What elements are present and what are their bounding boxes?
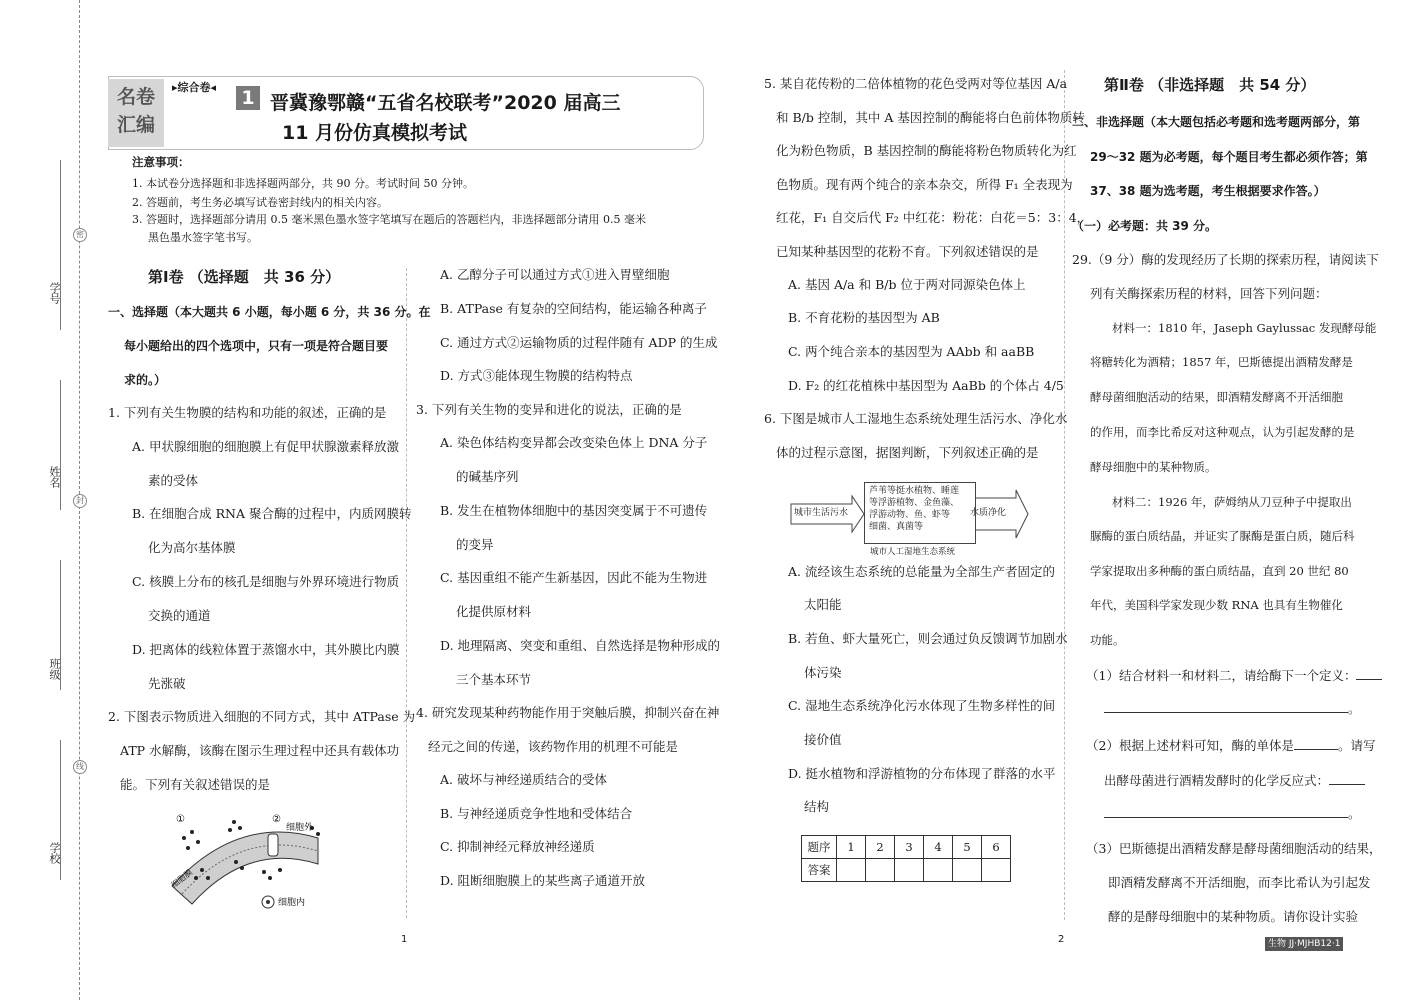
class-label: 班级 — [48, 658, 61, 680]
q5-stem-1: 5. 某自花传粉的二倍体植物的花色受两对等位基因 A/a — [764, 76, 1068, 91]
answer-table-num: 4 — [924, 836, 953, 859]
q29-sub1-line — [1104, 703, 1361, 716]
q6-option-d-cont: 结构 — [804, 799, 830, 814]
q3-option-b-cont: 的变异 — [456, 537, 494, 552]
q29-sub3-1: （3）巴斯德提出酒精发酵是酵母菌细胞活动的结果， — [1086, 841, 1382, 856]
q29-sub2-text-b: 。请写 — [1337, 738, 1376, 753]
q29-sub2-text-c: 出酵母菌进行酒精发酵时的化学反应式： — [1104, 773, 1330, 788]
q29-material1-1: 材料一：1810 年，Jaseph Gaylussac 发现酵母能 — [1112, 321, 1377, 335]
huibian-text: 汇编 — [116, 114, 155, 136]
q29-sub2-text-a: （2）根据上述材料可知，酶的单体是 — [1086, 738, 1294, 753]
q29-material1-3: 酵母菌细胞活动的结果，即酒精发酵离不开活细胞 — [1090, 390, 1343, 404]
q29-material1-2: 将糖转化为酒精；1857 年，巴斯德提出酒精发酵是 — [1090, 355, 1353, 369]
answer-table-header-row — [802, 836, 1011, 859]
q29-material2-3: 学家提取出多种酶的蛋白质结晶，直到 20 世纪 80 — [1090, 564, 1349, 578]
q29-material1-5: 酵母细胞中的某种物质。 — [1090, 460, 1217, 474]
q29-sub2-line — [1104, 808, 1361, 821]
q4-option-a: A. 破坏与神经递质结合的受体 — [440, 772, 607, 787]
part2-intro-1: 二、非选择题（本大题包括必考题和选考题两部分，第 — [1072, 115, 1361, 129]
part2-intro-2: 29～32 题为必考题，每个题目考生都必须作答；第 — [1090, 150, 1368, 164]
diagram-organisms-box — [864, 482, 976, 544]
seal-mark-mi: 密 — [73, 228, 87, 242]
q5-option-d: D. F₂ 的红花植株中基因型为 AaBb 的个体占 4/5 — [788, 378, 1064, 393]
part1-intro-2: 每小题给出的四个选项中，只有一项是符合题目要 — [124, 339, 389, 353]
q1-option-b: B. 在细胞合成 RNA 聚合酶的过程中，内质网膜转 — [132, 506, 412, 521]
q29-material1-4: 的作用，而李比希反对这种观点，认为引起发酵的是 — [1090, 425, 1355, 439]
q5-stem-2: 和 B/b 控制，其中 A 基因控制的酶能将白色前体物质转 — [776, 110, 1085, 125]
q1-option-b-cont: 化为高尔基体膜 — [148, 540, 236, 555]
fig-label-membrane: 细胞膜 — [169, 867, 195, 890]
q5-stem-5: 红花，F₁ 自交后代 F₂ 中红花：粉花：白花＝5：3：4， — [776, 210, 1090, 225]
q29-material2-1: 材料二：1926 年，萨姆纳从刀豆种子中提取出 — [1112, 495, 1352, 509]
q6-option-a-cont: 太阳能 — [804, 597, 842, 612]
paper-title-line2: 11 月份仿真模拟考试 — [282, 122, 468, 144]
q6-option-b-cont: 体污染 — [804, 665, 842, 680]
answer-table-row2-label: 答案 — [802, 859, 837, 882]
q3-option-d: D. 地理隔离、突变和重组、自然选择是物种形成的 — [440, 638, 721, 653]
footer-code: 生物 JJ·MJHB12·1 — [1265, 937, 1343, 951]
q6-option-a: A. 流经该生态系统的总能量为全部生产者固定的 — [788, 564, 1055, 579]
q4-option-b: B. 与神经递质竞争性地和受体结合 — [440, 806, 633, 821]
diagram-line-3: 浮游动物、鱼、虾等 — [869, 510, 951, 520]
diagram-input: 城市生活污水 — [794, 508, 849, 518]
q4-stem-2: 经元之间的传递，该药物作用的机理不可能是 — [428, 739, 679, 754]
name-line — [60, 380, 61, 510]
q5-option-a: A. 基因 A/a 和 B/b 位于两对同源染色体上 — [788, 277, 1026, 292]
q6-option-c: C. 湿地生态系统净化污水体现了生物多样性的间 — [788, 698, 1056, 713]
q3-option-b: B. 发生在植物体细胞中的基因突变属于不可遗传 — [440, 503, 708, 518]
part2-intro-3: 37、38 题为选考题，考生根据要求作答。） — [1090, 184, 1326, 198]
q29-sub1-blank-b[interactable] — [1104, 712, 1348, 713]
q3-option-c: C. 基因重组不能产生新基因，因此不能为生物进 — [440, 570, 708, 585]
q29-sub2-period: 。 — [1348, 806, 1361, 821]
q29-sub1-period: 。 — [1348, 701, 1361, 716]
q1-option-a: A. 甲状腺细胞的细胞膜上有促甲状腺激素释放激 — [132, 439, 399, 454]
mingjuan-badge — [108, 79, 164, 147]
q29-sub2-cont — [1104, 775, 1365, 788]
name-label: 姓名 — [48, 466, 61, 488]
answer-cell-6[interactable] — [982, 859, 1011, 882]
q29-material2-4: 年代，美国科学家发现少数 RNA 也具有生物催化 — [1090, 598, 1343, 612]
q4-option-d: D. 阻断细胞膜上的某些离子通道开放 — [440, 873, 646, 888]
page-number-2: 2 — [1058, 934, 1065, 945]
q2-membrane-figure — [168, 808, 338, 912]
q29-material2-5: 功能。 — [1090, 633, 1125, 647]
q5-stem-4: 色物质。现有两个纯合的亲本杂交，所得 F₁ 全表现为 — [776, 177, 1073, 192]
q1-option-c: C. 核膜上分布的核孔是细胞与外界环境进行物质 — [132, 574, 400, 589]
answer-cell-3[interactable] — [895, 859, 924, 882]
part1-intro-3: 求的。） — [124, 373, 167, 387]
fig-label-inside: 细胞内 — [278, 898, 306, 908]
q29-sub2 — [1086, 740, 1375, 753]
q29-material2-2: 脲酶的蛋白质结晶，并证实了脲酶是蛋白质，随后科 — [1090, 529, 1355, 543]
q2-stem-1: 2. 下图表示物质进入细胞的不同方式，其中 ATPase 为 — [108, 709, 416, 724]
q2-stem-3: 能。下列有关叙述错误的是 — [120, 777, 271, 792]
q2-option-c: C. 通过方式②运输物质的过程伴随有 ADP 的生成 — [440, 335, 718, 350]
q29-sub2-blank-c[interactable] — [1104, 817, 1348, 818]
part2-subheading: （一）必考题：共 39 分。 — [1072, 219, 1218, 233]
q5-option-b: B. 不育花粉的基因型为 AB — [788, 310, 940, 325]
zonghe-tag: ▸综合卷◂ — [172, 81, 217, 94]
q3-option-a: A. 染色体结构变异都会改变染色体上 DNA 分子 — [440, 435, 708, 450]
answer-cell-2[interactable] — [866, 859, 895, 882]
mingjuan-text: 名卷 — [116, 86, 155, 108]
answer-table-num: 5 — [953, 836, 982, 859]
answer-cell-5[interactable] — [953, 859, 982, 882]
paper-title-line1: 晋冀豫鄂赣“五省名校联考”2020 届高三 — [270, 92, 621, 114]
notice-item-4: 黑色墨水签字笔书写。 — [148, 231, 258, 244]
diagram-line-1: 芦苇等挺水植物、睡莲 — [869, 486, 960, 496]
answer-table-num: 6 — [982, 836, 1011, 859]
student-number-line — [60, 160, 61, 330]
notice-item-2: 2. 答题前，考生务必填写试卷密封线内的相关内容。 — [132, 196, 388, 209]
school-line — [60, 740, 61, 880]
answer-table-num: 1 — [837, 836, 866, 859]
answer-table-answer-row — [802, 859, 1011, 882]
paper-number: 1 — [236, 86, 260, 110]
column-divider-1 — [406, 268, 407, 918]
q29-sub1-blank-a[interactable] — [1356, 679, 1382, 680]
diagram-caption: 城市人工湿地生态系统 — [870, 547, 956, 557]
q29-stem-2: 列有关酶探索历程的材料，回答下列问题： — [1090, 286, 1328, 301]
q3-option-d-cont: 三个基本环节 — [456, 672, 532, 687]
diagram-line-4: 细菌、真菌等 — [869, 522, 924, 532]
q5-stem-3: 化为粉色物质，B 基因控制的酶能将粉色物质转化为红 — [776, 143, 1077, 158]
q6-stem-1: 6. 下图是城市人工湿地生态系统处理生活污水、净化水 — [764, 411, 1068, 426]
q1-stem: 1. 下列有关生物膜的结构和功能的叙述，正确的是 — [108, 405, 387, 420]
q29-sub3-2: 即酒精发酵离不开活细胞，而李比希认为引起发 — [1108, 875, 1371, 890]
page-number-1: 1 — [401, 934, 408, 945]
answer-table-num: 3 — [895, 836, 924, 859]
q6-wetland-diagram — [790, 482, 1060, 562]
part2-heading: 第Ⅱ卷 （非选择题 共 54 分） — [1104, 76, 1316, 94]
q29-sub1 — [1086, 670, 1382, 683]
notice-item-3: 3. 答题时，选择题部分请用 0.5 毫米黑色墨水签字笔填写在题后的答题栏内，非选择题部分请用 0.5 毫米 — [132, 213, 646, 226]
q3-option-a-cont: 的碱基序列 — [456, 469, 519, 484]
q6-option-c-cont: 接价值 — [804, 732, 842, 747]
school-label: 学校 — [48, 842, 61, 864]
q1-option-a-cont: 素的受体 — [148, 473, 199, 488]
q5-stem-6: 已知某种基因型的花粉不育。下列叙述错误的是 — [776, 244, 1039, 259]
fig-label-2: ② — [272, 814, 281, 825]
q2-option-a: A. 乙醇分子可以通过方式①进入胃壁细胞 — [440, 267, 670, 282]
q2-stem-2: ATP 水解酶，该酶在图示生理过程中还具有载体功 — [120, 743, 400, 758]
q4-stem-1: 4. 研究发现某种药物能作用于突触后膜，抑制兴奋在神 — [416, 705, 720, 720]
q29-stem-1: 29.（9 分）酶的发现经历了长期的探索历程，请阅读下 — [1072, 252, 1379, 267]
q29-sub2-blank-b[interactable] — [1329, 784, 1365, 785]
q6-stem-2: 体的过程示意图，据图判断，下列叙述正确的是 — [776, 445, 1039, 460]
seal-mark-xian: 线 — [73, 760, 87, 774]
notice-heading: 注意事项： — [132, 155, 190, 169]
diagram-output: 水质净化 — [970, 508, 1007, 518]
column-divider-2 — [1064, 70, 1065, 920]
fig-label-1: ① — [176, 814, 185, 825]
diagram-line-2: 等浮游植物、金鱼藻、 — [869, 498, 960, 508]
q29-sub1-text: （1）结合材料一和材料二，请给酶下一个定义： — [1086, 668, 1357, 683]
answer-cell-1[interactable] — [837, 859, 866, 882]
student-number-label: 学号 — [48, 282, 61, 304]
q6-option-d: D. 挺水植物和浮游植物的分布体现了群落的水平 — [788, 766, 1056, 781]
q29-sub3-3: 酵的是酵母细胞中的某种物质。请你设计实验 — [1108, 909, 1359, 924]
q2-option-b: B. ATPase 有复杂的空间结构，能运输各种离子 — [440, 301, 707, 316]
q2-option-d: D. 方式③能体现生物膜的结构特点 — [440, 368, 633, 383]
notice-item-1: 1. 本试卷分选择题和非选择题两部分，共 90 分。考试时间 50 分钟。 — [132, 177, 474, 190]
q1-option-d-cont: 先涨破 — [148, 676, 186, 691]
answer-table-num: 2 — [866, 836, 895, 859]
q5-option-c: C. 两个纯合亲本的基因型为 AAbb 和 aaBB — [788, 344, 1035, 359]
q1-option-d: D. 把离体的线粒体置于蒸馏水中，其外膜比内膜 — [132, 642, 400, 657]
q29-sub2-blank-a[interactable] — [1294, 749, 1338, 750]
answer-cell-4[interactable] — [924, 859, 953, 882]
answer-table-row1-label: 题序 — [802, 836, 837, 859]
answer-table — [801, 835, 1011, 882]
part1-heading: 第Ⅰ卷 （选择题 共 36 分） — [148, 268, 341, 286]
q6-option-b: B. 若鱼、虾大量死亡，则会通过负反馈调节加剧水 — [788, 631, 1068, 646]
seal-mark-feng: 封 — [73, 494, 87, 508]
q1-option-c-cont: 交换的通道 — [148, 608, 211, 623]
q3-option-c-cont: 化提供原材料 — [456, 604, 532, 619]
part1-intro-1: 一、选择题（本大题共 6 小题，每小题 6 分，共 36 分。在 — [108, 305, 431, 319]
q4-option-c: C. 抑制神经元释放神经递质 — [440, 839, 595, 854]
fig-label-outside: 细胞外 — [286, 823, 314, 833]
class-line — [60, 560, 61, 690]
q3-stem: 3. 下列有关生物的变异和进化的说法，正确的是 — [416, 402, 682, 417]
